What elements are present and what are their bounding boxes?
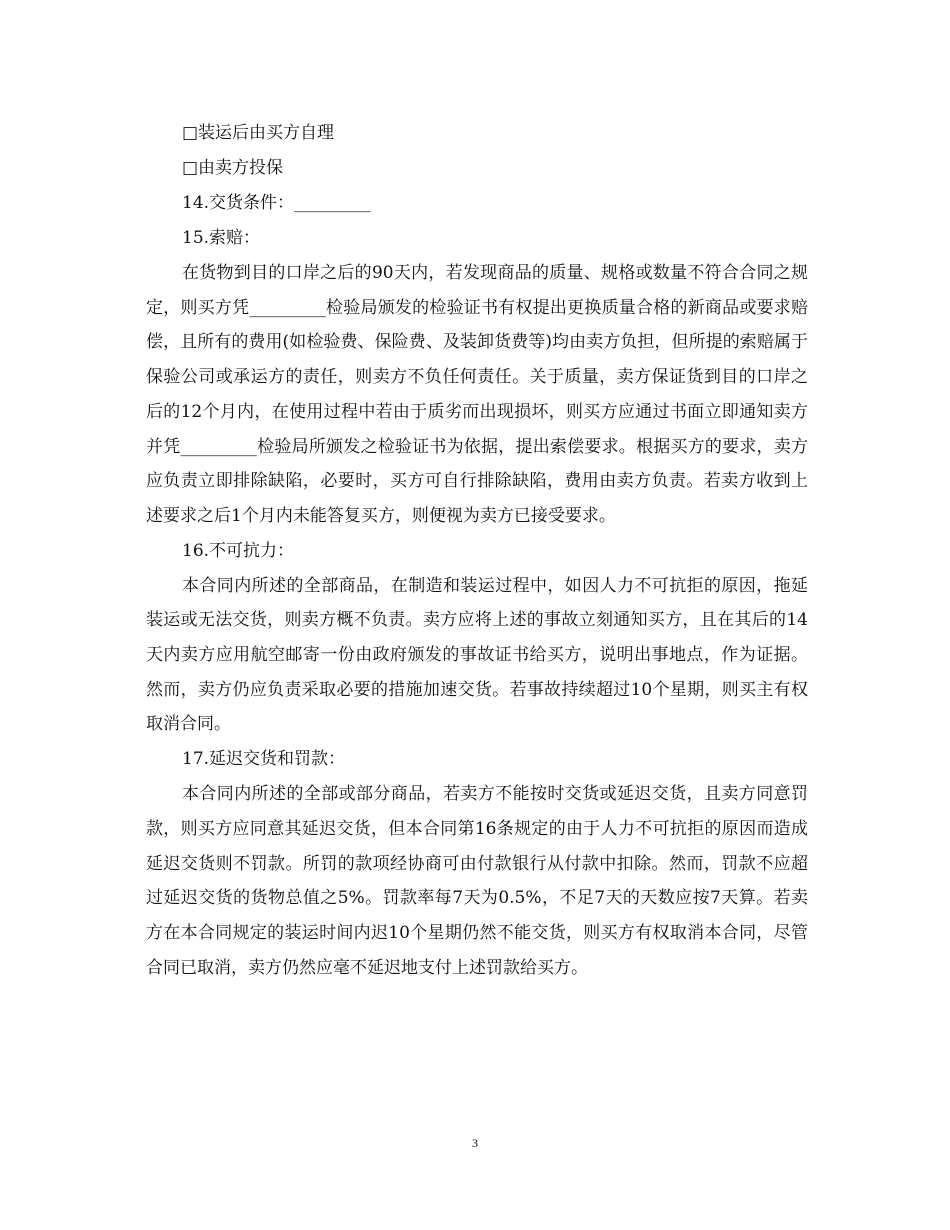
document-body (146, 116, 808, 985)
claims-heading: 15.索赔： (182, 228, 261, 248)
option-seller-insure: □由卖方投保 (182, 158, 284, 178)
delay-heading: 17.延迟交货和罚款： (182, 749, 346, 770)
page-number: 3 (472, 1136, 478, 1150)
delay-paragraph: 本合同内所述的全部或部分商品，若卖方不能按时交货或延迟交货，且卖方同意罚款，则买方应同意其延迟交货，但本合同第16条规定的由于人力不可抗拒的原因而造成延迟交货则不罚款。所罚的款项经协商可由付款银行从付款中扣除。然而，罚款不应超过延迟交货的货物总值之5%。罚款率每7天为0.5%，不足7天的天数应按7天算。若卖方在本合同规定的装运时间内迟10个星期仍然不能交货，则买方有权取消本合同，尽管合同已取消，卖方仍然应毫不延迟地支付上述罚款给买方。 (146, 784, 808, 978)
delivery-terms-line: 14.交货条件：_________ (182, 193, 371, 213)
option-buyer-self: □装运后由买方自理 (182, 123, 335, 143)
force-majeure-paragraph: 本合同内所述的全部商品，在制造和装运过程中，如因人力不可抗拒的原因，拖延装运或无法交货，则卖方概不负责。卖方应将上述的事故立刻通知买方，且在其后的14天内卖方应用航空邮寄一份由政府颁发的事故证书给买方，说明出事地点，作为证据。然而，卖方仍应负责采取必要的措施加速交货。若事故持续超过10个星期，则买主有权取消合同。 (146, 575, 808, 735)
claims-paragraph: 在货物到目的口岸之后的90天内，若发现商品的质量、规格或数量不符合合同之规定，则买方凭_________检验局颁发的检验证书有权提出更换质量合格的新商品或要求赔偿，且所有的费用(如检验费、保险费、及装卸货费等)均由卖方负担，但所提的索赔属于保验公司或承运方的责任，则卖方不负任何责任。关于质量，卖方保证货到目的口岸之后的12个月内，在使用过程中若由于质劣而出现损坏，则买方应通过书面立即通知卖方并凭_________检验局所颁发之检验证书为依据，提出索偿要求。根据买方的要求，卖方应负责立即排除缺陷，必要时，买方可自行排除缺陷，费用由卖方负责。若卖方收到上述要求之后1个月内未能答复买方，则便视为卖方已接受要求。 (146, 263, 808, 526)
force-majeure-heading: 16.不可抗力： (182, 540, 295, 561)
